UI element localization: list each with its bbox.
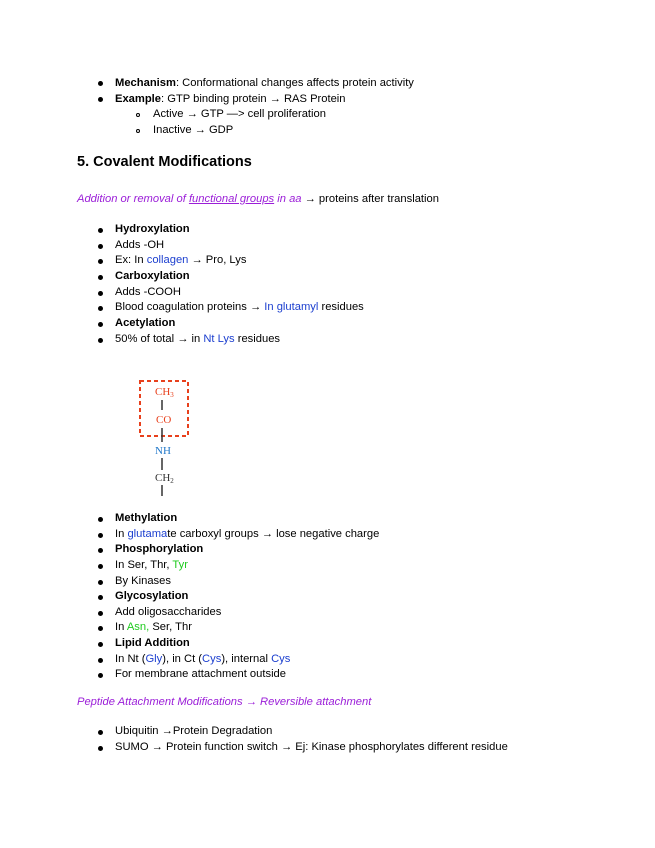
text: te carboxyl groups → lose negative charge xyxy=(167,528,380,540)
bullet xyxy=(98,595,103,600)
bullet xyxy=(98,642,103,647)
list-item-ubiquitin: Ubiquitin →Protein Degradation xyxy=(115,725,273,737)
list-item-glycosylation: Glycosylation xyxy=(115,590,189,602)
text: Blood coagulation proteins → xyxy=(115,301,265,313)
list-item-hydroxylation: Hydroxylation xyxy=(115,223,190,235)
example-text: : GTP binding protein → RAS Protein xyxy=(161,93,346,105)
list-item-phosphorylation: Phosphorylation xyxy=(115,543,204,555)
text: In Nt ( xyxy=(115,653,146,665)
highlight-gly: Gly xyxy=(145,653,163,665)
bullet xyxy=(98,259,103,264)
list-item-mechanism xyxy=(115,76,414,91)
bullet xyxy=(98,338,103,343)
bullet xyxy=(98,626,103,631)
text: In Ser, Thr, xyxy=(115,559,173,571)
list-item-membrane: For membrane attachment outside xyxy=(115,668,287,680)
bullet xyxy=(98,322,103,327)
example-label: Example xyxy=(115,93,162,105)
highlight-cys-internal: Cys xyxy=(271,653,291,665)
bullet xyxy=(98,275,103,280)
highlight-collagen: collagen xyxy=(146,254,189,266)
bullet xyxy=(98,580,103,585)
list-item-adds-oh: Adds -OH xyxy=(115,239,165,251)
bullet xyxy=(98,564,103,569)
highlight-asn: Asn, xyxy=(126,621,150,633)
bullet xyxy=(98,81,103,86)
text: residues xyxy=(234,333,281,345)
list-item-fifty xyxy=(115,332,280,347)
list-item-collagen xyxy=(115,253,246,268)
bullet xyxy=(98,746,103,751)
sub-bullet xyxy=(136,129,140,133)
peptide-heading: Peptide Attachment Modifications → Reversible attachment xyxy=(77,696,372,708)
intro-text-a: Addition or removal of xyxy=(77,193,189,205)
mechanism-text: : Conformational changes affects protein activity xyxy=(175,77,414,89)
list-item-glutamate xyxy=(115,527,379,542)
list-item-kinases: By Kinases xyxy=(115,575,171,587)
bullet xyxy=(98,533,103,538)
text: ), internal xyxy=(221,653,272,665)
highlight-tyr: Tyr xyxy=(172,559,188,571)
bullet xyxy=(98,611,103,616)
list-item-carboxylation: Carboxylation xyxy=(115,270,190,282)
bullet xyxy=(98,244,103,249)
text: Ex: In xyxy=(115,254,147,266)
list-item-adds-cooh: Adds -COOH xyxy=(115,286,181,298)
mechanism-label: Mechanism xyxy=(115,77,176,89)
section-heading: 5. Covalent Modifications xyxy=(77,154,252,170)
sub-bullet xyxy=(136,113,140,117)
list-item-methylation: Methylation xyxy=(115,512,178,524)
text: 50% of total → in xyxy=(115,333,204,345)
bullet xyxy=(98,306,103,311)
highlight-glutamate: glutama xyxy=(127,528,168,540)
sub-item-inactive: Inactive → GDP xyxy=(153,124,234,136)
bullet xyxy=(98,673,103,678)
highlight-glutamyl: In glutamyl xyxy=(264,301,319,313)
bullet xyxy=(98,730,103,735)
list-item-oligosaccharides: Add oligosaccharides xyxy=(115,606,222,618)
list-item-sumo: SUMO → Protein function switch → Ej: Kinase phosphorylates different residue xyxy=(115,741,508,753)
intro-link[interactable]: functional groups xyxy=(188,193,275,205)
bullet xyxy=(98,228,103,233)
nh-label: NH xyxy=(155,445,171,457)
bullet xyxy=(98,517,103,522)
ch3-label: CH3 xyxy=(155,386,174,399)
bullet xyxy=(98,548,103,553)
bullet xyxy=(98,291,103,296)
text: In xyxy=(115,528,128,540)
acetyl-lysine-structure xyxy=(134,375,214,500)
highlight-nt-lys: Nt Lys xyxy=(203,333,235,345)
ch2-label: CH2 xyxy=(155,472,174,485)
intro-text-c: → proteins after translation xyxy=(301,193,439,205)
text: Ser, Thr xyxy=(149,621,192,633)
intro-text-b: in aa xyxy=(274,193,302,205)
bullet xyxy=(98,97,103,102)
text: → Pro, Lys xyxy=(188,254,247,266)
list-item-acetylation: Acetylation xyxy=(115,317,176,329)
text: ), in Ct ( xyxy=(162,653,203,665)
list-item-lipid: Lipid Addition xyxy=(115,637,190,649)
list-item-ser-thr-tyr xyxy=(115,558,188,573)
list-item-blood xyxy=(115,300,364,315)
list-item-example xyxy=(115,92,346,107)
text: In xyxy=(115,621,127,633)
sub-item-active: Active → GTP —> cell proliferation xyxy=(153,108,326,120)
list-item-nt-ct xyxy=(115,652,290,667)
list-item-asn xyxy=(115,620,192,635)
section-intro xyxy=(77,192,439,207)
highlight-cys: Cys xyxy=(202,653,222,665)
text: residues xyxy=(318,301,364,313)
co-label: CO xyxy=(156,414,172,426)
bullet xyxy=(98,658,103,663)
